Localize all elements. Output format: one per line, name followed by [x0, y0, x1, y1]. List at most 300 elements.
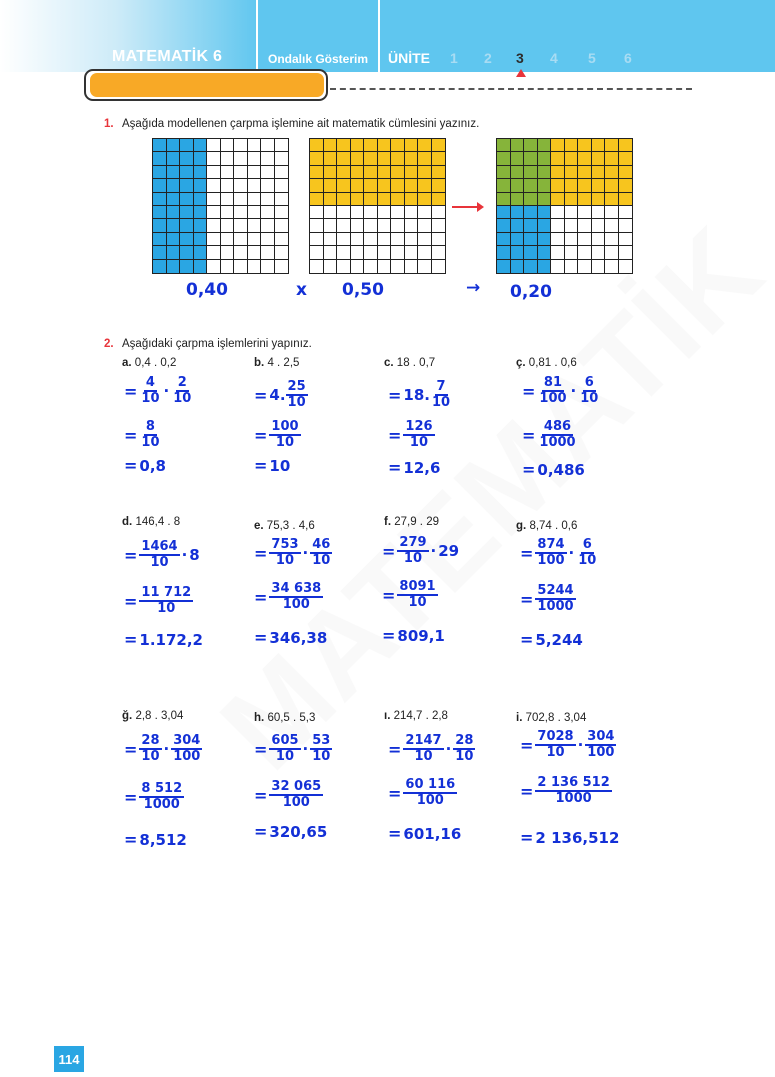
problem-label — [384, 710, 448, 722]
grid-cell — [565, 260, 579, 273]
grid-cell — [497, 139, 511, 152]
grid-cell — [180, 246, 194, 259]
grid-cell — [324, 219, 338, 232]
grid-cell — [234, 206, 248, 219]
handwritten-solution — [382, 536, 502, 656]
grid-cell — [391, 139, 405, 152]
unit-number: 1 — [450, 50, 458, 66]
solution-step-1: = $\frac{28}{10}$ · $\frac{304}{100}$ — [124, 733, 201, 764]
grid-cell — [551, 206, 565, 219]
grid-cell — [538, 152, 552, 165]
grid-cell — [497, 152, 511, 165]
grid-cell — [275, 219, 289, 232]
grid-cell — [324, 179, 338, 192]
grid-cell — [511, 233, 525, 246]
grid-cell — [234, 166, 248, 179]
grid-cell — [261, 233, 275, 246]
numerator: 8091 — [399, 579, 436, 594]
solution-step-2: = $\frac{5244}{1000}$ — [520, 583, 574, 614]
grid-cell — [551, 179, 565, 192]
unit-number: 4 — [550, 50, 558, 66]
grid-cell — [432, 152, 446, 165]
grid-cell — [524, 179, 538, 192]
grid-cell — [497, 166, 511, 179]
solution-step-3: = 8,512 — [124, 830, 187, 849]
grid-cell — [364, 152, 378, 165]
grid-cell — [592, 152, 606, 165]
grid-cell — [511, 246, 525, 259]
solution-result: 5,244 — [535, 630, 583, 649]
handwritten-solution — [124, 734, 244, 854]
numerator: 34 638 — [271, 581, 322, 596]
grid-cell — [261, 193, 275, 206]
grid-cell — [310, 246, 324, 259]
denominator: 10 — [455, 749, 474, 764]
grid-cell — [207, 233, 221, 246]
grid-cell — [275, 246, 289, 259]
solution-step-1: = 18. $\frac{7}{10}$ — [388, 379, 451, 410]
grid-cell — [167, 152, 181, 165]
grid-cell — [261, 219, 275, 232]
grid-cell — [619, 233, 633, 246]
answer-factor-1: 0,40 — [186, 280, 228, 300]
handwritten-solution — [254, 380, 374, 490]
grid-cell — [551, 139, 565, 152]
grid-cell — [248, 152, 262, 165]
grid-cell — [578, 193, 592, 206]
denominator: 10 — [312, 553, 331, 568]
grid-cell — [194, 219, 208, 232]
grid-cell — [405, 206, 419, 219]
problem-letter: c. — [384, 357, 394, 369]
grid-cell — [391, 179, 405, 192]
grid-cell — [538, 246, 552, 259]
grid-cell — [221, 179, 235, 192]
subject-title: MATEMATİK 6 — [112, 48, 223, 65]
numerator: 32 065 — [271, 779, 322, 794]
grid-cell — [538, 166, 552, 179]
solution-result: 0,486 — [537, 460, 585, 479]
grid-cell — [592, 233, 606, 246]
grid-cell — [391, 166, 405, 179]
grid-cell — [578, 152, 592, 165]
grid-cell — [405, 139, 419, 152]
grid-cell — [391, 233, 405, 246]
grid-cell — [275, 206, 289, 219]
grid-cell — [275, 152, 289, 165]
grid-cell — [351, 152, 365, 165]
grid-cell — [497, 219, 511, 232]
grid-cell — [180, 260, 194, 273]
question-1-text: Aşağıda modellenen çarpma işlemine ait matematik cümlesini yazınız. — [122, 118, 480, 130]
numerator: 486 — [543, 419, 572, 434]
grid-cell — [153, 260, 167, 273]
grid-cell — [538, 219, 552, 232]
grid-cell — [207, 139, 221, 152]
grid-cell — [310, 233, 324, 246]
grid-cell — [378, 246, 392, 259]
grid-cell — [248, 246, 262, 259]
grid-cell — [418, 166, 432, 179]
grid-cell — [524, 139, 538, 152]
grid-cell — [364, 260, 378, 273]
grid-cell — [605, 152, 619, 165]
grid-cell — [619, 139, 633, 152]
solution-step-1: = $\frac{279}{10}$ · 29 — [382, 535, 460, 566]
numerator: 81 — [543, 375, 563, 390]
grid-cell — [153, 152, 167, 165]
numerator: 126 — [405, 419, 433, 434]
numerator: 8 512 — [141, 781, 183, 796]
grid-cell — [324, 193, 338, 206]
denominator: 1000 — [537, 599, 574, 614]
grid-cell — [538, 193, 552, 206]
grid-cell — [432, 139, 446, 152]
grid-cell — [538, 233, 552, 246]
grid-cell — [497, 246, 511, 259]
grid-cell — [337, 246, 351, 259]
problem-letter: ğ. — [122, 710, 133, 722]
grid-cell — [310, 206, 324, 219]
grid-cell — [351, 246, 365, 259]
problem-expression: 146,4 . 8 — [135, 516, 181, 528]
denominator: 1000 — [555, 791, 592, 806]
numerator: 100 — [271, 419, 299, 434]
grid-cell — [337, 233, 351, 246]
grid-cell — [324, 233, 338, 246]
grid-cell — [432, 233, 446, 246]
solution-step-3: = 1.172,2 — [124, 630, 203, 649]
numerator: 5244 — [537, 583, 574, 598]
whole-factor: 4. — [269, 386, 286, 404]
numerator: 2147 — [405, 733, 442, 748]
grid-cell — [578, 260, 592, 273]
denominator: 10 — [546, 745, 565, 760]
denominator: 10 — [141, 749, 160, 764]
arrow-icon — [452, 206, 482, 208]
grid-cell — [378, 219, 392, 232]
unit-label: ÜNİTE — [388, 50, 430, 66]
answer-factor-2: 0,50 — [342, 280, 384, 300]
grid-cell — [605, 206, 619, 219]
grid-cell — [619, 179, 633, 192]
grid-cell — [592, 206, 606, 219]
solution-result: 320,65 — [269, 822, 328, 841]
unit-number-active: 3 — [516, 50, 524, 66]
grid-cell — [248, 193, 262, 206]
grid-cell — [565, 193, 579, 206]
header-divider — [256, 0, 258, 72]
denominator: 10 — [173, 391, 192, 406]
grid-cell — [310, 152, 324, 165]
handwritten-solution — [388, 380, 508, 490]
grid-cell — [194, 233, 208, 246]
solution-step-3: = 5,244 — [520, 630, 583, 649]
problem-expression: 4 . 2,5 — [267, 357, 300, 369]
grid-cell — [364, 139, 378, 152]
solution-result: 0,8 — [139, 456, 166, 475]
question-1-number: 1. — [104, 118, 114, 130]
grid-cell — [180, 193, 194, 206]
grid-cell — [337, 166, 351, 179]
grid-cell — [538, 139, 552, 152]
numerator: 46 — [312, 537, 331, 552]
grid-cell — [432, 179, 446, 192]
grid-cell — [432, 166, 446, 179]
grid-cell — [194, 152, 208, 165]
grid-cell — [619, 152, 633, 165]
solution-result: 10 — [269, 456, 291, 475]
grid-cell — [391, 219, 405, 232]
grid-cell — [310, 193, 324, 206]
solution-step-3: = 320,65 — [254, 822, 328, 841]
grid-cell — [194, 179, 208, 192]
grid-cell — [364, 193, 378, 206]
denominator: 100 — [173, 749, 201, 764]
solution-result: 12,6 — [403, 458, 441, 477]
denominator: 10 — [141, 435, 160, 450]
denominator: 10 — [414, 749, 433, 764]
handwritten-solution — [520, 730, 650, 854]
grid-cell — [405, 166, 419, 179]
grid-cell — [234, 193, 248, 206]
title-pill — [90, 73, 324, 97]
problem-letter: f. — [384, 516, 392, 528]
grid-cell — [167, 246, 181, 259]
whole-factor: 8 — [189, 546, 200, 564]
grid-cell — [619, 166, 633, 179]
numerator: 2 — [177, 375, 187, 390]
grid-cell — [524, 193, 538, 206]
grid-cell — [432, 219, 446, 232]
numerator: 6 — [584, 375, 594, 390]
grid-cell — [418, 219, 432, 232]
grid-cell — [605, 193, 619, 206]
whole-factor: 29 — [438, 542, 460, 560]
denominator: 1000 — [143, 797, 180, 812]
numerator: 7028 — [537, 729, 574, 744]
grid-cell — [605, 260, 619, 273]
solution-step-1: = 4. $\frac{25}{10}$ — [254, 379, 306, 410]
grid-cell — [432, 193, 446, 206]
problem-label — [516, 357, 577, 369]
grid-cell — [261, 179, 275, 192]
grid-cell — [578, 139, 592, 152]
grid-cell — [364, 233, 378, 246]
grid-cell — [167, 193, 181, 206]
solution-result: 8,512 — [139, 830, 187, 849]
solution-step-2: = $\frac{8091}{10}$ — [382, 579, 436, 610]
solution-step-2: = $\frac{60 116}{100}$ — [388, 777, 456, 808]
grid-cell — [497, 179, 511, 192]
grid-cell — [405, 152, 419, 165]
grid-cell — [194, 246, 208, 259]
grid-cell — [497, 260, 511, 273]
unit-number: 5 — [588, 50, 596, 66]
grid-cell — [511, 179, 525, 192]
problem-letter: b. — [254, 357, 265, 369]
grid-cell — [497, 206, 511, 219]
grid-cell — [418, 179, 432, 192]
grid-cell — [432, 206, 446, 219]
numerator: 2 136 512 — [537, 775, 610, 790]
grid-cell — [378, 166, 392, 179]
grid-cell — [221, 246, 235, 259]
numerator: 304 — [173, 733, 201, 748]
denominator: 10 — [141, 391, 160, 406]
grid-cell — [221, 193, 235, 206]
grid-cell — [248, 179, 262, 192]
grid-cell — [592, 139, 606, 152]
grid-cell — [221, 166, 235, 179]
numerator: 60 116 — [405, 777, 456, 792]
grid-cell — [221, 152, 235, 165]
handwritten-solution — [254, 734, 374, 854]
grid-cell — [619, 246, 633, 259]
grid-cell — [578, 246, 592, 259]
grid-cell — [207, 260, 221, 273]
denominator: 10 — [431, 395, 451, 410]
grid-cell — [351, 139, 365, 152]
grid-cell — [234, 233, 248, 246]
solution-step-2: = $\frac{2 136 512}{1000}$ — [520, 775, 610, 806]
denominator: 10 — [275, 435, 295, 450]
numerator: 753 — [271, 537, 299, 552]
solution-step-2: = $\frac{8 512}{1000}$ — [124, 781, 183, 812]
grid-cell — [565, 179, 579, 192]
grid-cell — [324, 260, 338, 273]
grid-cell — [364, 166, 378, 179]
denominator: 10 — [275, 553, 295, 568]
grid-cell — [351, 193, 365, 206]
grid-cell — [605, 219, 619, 232]
solution-result: 809,1 — [397, 626, 445, 645]
denominator: 100 — [416, 793, 444, 808]
solution-step-2: = $\frac{100}{10}$ — [254, 419, 299, 450]
grid-cell — [405, 193, 419, 206]
handwritten-solution — [254, 538, 374, 658]
grid-cell — [432, 260, 446, 273]
numerator: 28 — [141, 733, 160, 748]
problem-label — [516, 712, 586, 724]
denominator: 10 — [408, 595, 427, 610]
grid-cell — [207, 246, 221, 259]
solution-step-1: = $\frac{81}{100}$ · $\frac{6}{10}$ — [522, 375, 599, 406]
numerator: 1464 — [141, 539, 178, 554]
grid-cell — [551, 166, 565, 179]
grid-cell — [337, 219, 351, 232]
handwritten-solution — [520, 538, 640, 658]
solution-step-2: = $\frac{34 638}{100}$ — [254, 581, 322, 612]
grid-cell — [275, 179, 289, 192]
unit-number: 6 — [624, 50, 632, 66]
denominator: 10 — [157, 601, 176, 616]
solution-step-3: = 346,38 — [254, 628, 328, 647]
denominator: 10 — [287, 395, 306, 410]
grid-cell — [524, 246, 538, 259]
solution-step-3: = 809,1 — [382, 626, 445, 645]
numerator: 28 — [455, 733, 474, 748]
grid-cell — [180, 233, 194, 246]
answer-result: 0,20 — [510, 282, 552, 302]
problem-expression: 214,7 . 2,8 — [393, 710, 448, 722]
numerator: 4 — [145, 375, 155, 390]
problem-label — [384, 357, 435, 369]
grid-cell — [248, 206, 262, 219]
grid-cell — [310, 139, 324, 152]
numerator: 53 — [312, 733, 331, 748]
grid-cell — [592, 219, 606, 232]
grid-cell — [578, 179, 592, 192]
grid-cell — [619, 193, 633, 206]
solution-step-1: = $\frac{605}{10}$ · $\frac{53}{10}$ — [254, 733, 331, 764]
grid-cell — [551, 193, 565, 206]
grid-cell — [180, 219, 194, 232]
grid-cell — [592, 179, 606, 192]
grid-cell — [551, 246, 565, 259]
grid-cell — [324, 246, 338, 259]
grid-cell — [592, 193, 606, 206]
grid-cell — [538, 206, 552, 219]
problem-letter: d. — [122, 516, 133, 528]
grid-cell — [391, 260, 405, 273]
grid-cell — [261, 260, 275, 273]
grid-cell — [275, 166, 289, 179]
grid-cell — [234, 152, 248, 165]
grid-cell — [511, 260, 525, 273]
grid-cell — [418, 260, 432, 273]
grid-cell — [605, 246, 619, 259]
solution-step-3: = 0,486 — [522, 460, 585, 479]
grid-cell — [324, 152, 338, 165]
grid-cell — [378, 139, 392, 152]
grid-cell — [221, 260, 235, 273]
grid-cell — [605, 233, 619, 246]
grid-cell — [391, 193, 405, 206]
problem-label — [254, 357, 299, 369]
problem-letter: ı. — [384, 710, 391, 722]
answer-operator: x — [296, 280, 307, 300]
grid-cell — [167, 166, 181, 179]
solution-step-1: = $\frac{4}{10}$ · $\frac{2}{10}$ — [124, 375, 192, 406]
grid-cell — [605, 166, 619, 179]
grid-cell — [351, 166, 365, 179]
grid-cell — [167, 219, 181, 232]
grid-cell — [275, 260, 289, 273]
grid-cell — [364, 219, 378, 232]
problem-expression: 27,9 . 29 — [394, 516, 439, 528]
grid-cell — [497, 193, 511, 206]
grid-cell — [432, 246, 446, 259]
grid-cell — [619, 206, 633, 219]
header-divider — [378, 0, 380, 72]
grid-cell — [578, 206, 592, 219]
grid-cell — [619, 260, 633, 273]
grid-cell — [578, 233, 592, 246]
grid-cell — [153, 219, 167, 232]
grid-cell — [167, 233, 181, 246]
grid-cell — [418, 206, 432, 219]
numerator: 605 — [271, 733, 299, 748]
grid-cell — [551, 152, 565, 165]
grid-cell — [565, 206, 579, 219]
grid-cell — [194, 193, 208, 206]
grid-cell — [221, 206, 235, 219]
grid-cell — [418, 139, 432, 152]
problem-letter: e. — [254, 520, 264, 532]
handwritten-solution — [124, 376, 244, 486]
grid-cell — [351, 233, 365, 246]
